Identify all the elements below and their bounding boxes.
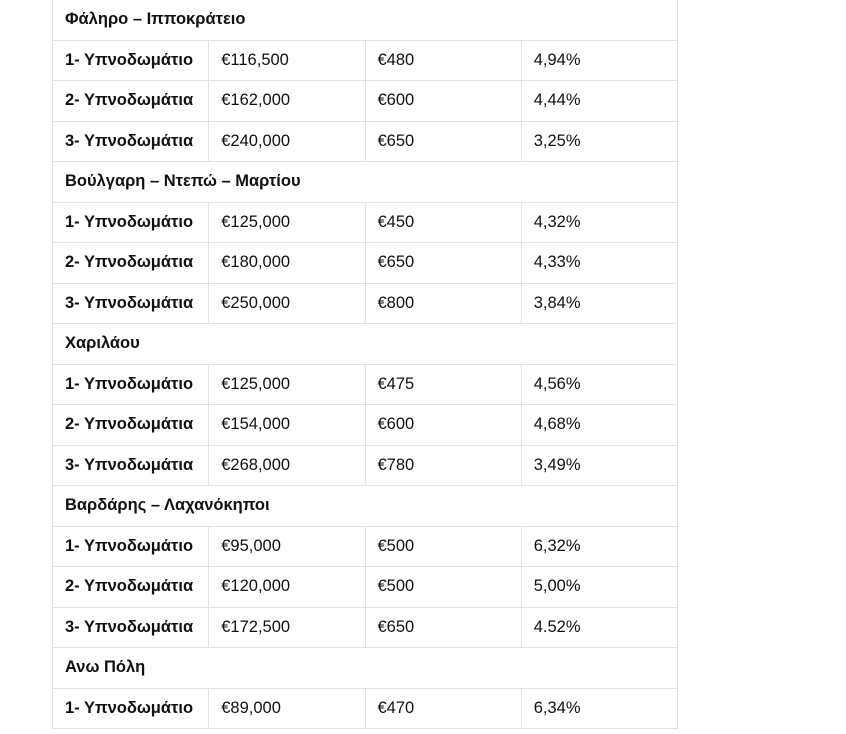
rent-cell: €600 xyxy=(365,405,521,446)
table-row xyxy=(53,445,678,486)
table-row xyxy=(53,40,678,81)
rent-cell: €500 xyxy=(365,526,521,567)
yield-cell: 4,56% xyxy=(521,364,677,405)
yield-cell: 4.52% xyxy=(521,607,677,648)
price-cell: €268,000 xyxy=(209,445,365,486)
price-cell: €116,500 xyxy=(209,40,365,81)
price-cell: €125,000 xyxy=(209,364,365,405)
price-rent-table xyxy=(52,0,678,729)
apartment-type-cell: 2- Υπνοδωμάτια xyxy=(53,243,209,284)
apartment-type-cell: 3- Υπνοδωμάτια xyxy=(53,445,209,486)
yield-cell: 4,94% xyxy=(521,40,677,81)
table-row xyxy=(53,243,678,284)
table-row xyxy=(53,121,678,162)
yield-cell: 3,84% xyxy=(521,283,677,324)
apartment-type-cell: 2- Υπνοδωμάτια xyxy=(53,405,209,446)
area-name: Βαρδάρης – Λαχανόκηποι xyxy=(53,486,678,527)
apartment-type-cell: 1- Υπνοδωμάτιο xyxy=(53,526,209,567)
apartment-type-cell: 3- Υπνοδωμάτια xyxy=(53,121,209,162)
area-header-row xyxy=(53,648,678,689)
table-row xyxy=(53,283,678,324)
price-cell: €125,000 xyxy=(209,202,365,243)
area-header-row xyxy=(53,324,678,365)
apartment-type-cell: 3- Υπνοδωμάτια xyxy=(53,283,209,324)
apartment-type-cell: 3- Υπνοδωμάτια xyxy=(53,607,209,648)
rent-cell: €650 xyxy=(365,121,521,162)
price-cell: €95,000 xyxy=(209,526,365,567)
apartment-type-cell: 1- Υπνοδωμάτιο xyxy=(53,364,209,405)
area-name: Ανω Πόλη xyxy=(53,648,678,689)
price-cell: €162,000 xyxy=(209,81,365,122)
area-header-row xyxy=(53,162,678,203)
area-header-row xyxy=(53,486,678,527)
rent-cell: €800 xyxy=(365,283,521,324)
rent-cell: €475 xyxy=(365,364,521,405)
rent-cell: €480 xyxy=(365,40,521,81)
table-row xyxy=(53,364,678,405)
rent-cell: €650 xyxy=(365,243,521,284)
area-name: Χαριλάου xyxy=(53,324,678,365)
price-rent-table-container xyxy=(52,0,678,729)
price-cell: €180,000 xyxy=(209,243,365,284)
yield-cell: 4,32% xyxy=(521,202,677,243)
price-cell: €250,000 xyxy=(209,283,365,324)
area-name: Φάληρο – Ιπποκράτειο xyxy=(53,0,678,40)
table-row xyxy=(53,202,678,243)
yield-cell: 6,34% xyxy=(521,688,677,729)
apartment-type-cell: 1- Υπνοδωμάτιο xyxy=(53,688,209,729)
table-body xyxy=(53,0,678,729)
price-cell: €89,000 xyxy=(209,688,365,729)
area-header-row xyxy=(53,0,678,40)
apartment-type-cell: 2- Υπνοδωμάτια xyxy=(53,81,209,122)
table-row xyxy=(53,607,678,648)
table-row xyxy=(53,567,678,608)
yield-cell: 5,00% xyxy=(521,567,677,608)
rent-cell: €780 xyxy=(365,445,521,486)
price-cell: €120,000 xyxy=(209,567,365,608)
rent-cell: €470 xyxy=(365,688,521,729)
rent-cell: €600 xyxy=(365,81,521,122)
table-row xyxy=(53,688,678,729)
price-cell: €172,500 xyxy=(209,607,365,648)
apartment-type-cell: 2- Υπνοδωμάτια xyxy=(53,567,209,608)
yield-cell: 4,33% xyxy=(521,243,677,284)
yield-cell: 6,32% xyxy=(521,526,677,567)
area-name: Βούλγαρη – Ντεπώ – Μαρτίου xyxy=(53,162,678,203)
price-cell: €240,000 xyxy=(209,121,365,162)
table-row xyxy=(53,405,678,446)
rent-cell: €450 xyxy=(365,202,521,243)
yield-cell: 3,49% xyxy=(521,445,677,486)
apartment-type-cell: 1- Υπνοδωμάτιο xyxy=(53,40,209,81)
yield-cell: 4,44% xyxy=(521,81,677,122)
price-cell: €154,000 xyxy=(209,405,365,446)
apartment-type-cell: 1- Υπνοδωμάτιο xyxy=(53,202,209,243)
rent-cell: €500 xyxy=(365,567,521,608)
rent-cell: €650 xyxy=(365,607,521,648)
table-row xyxy=(53,526,678,567)
yield-cell: 4,68% xyxy=(521,405,677,446)
yield-cell: 3,25% xyxy=(521,121,677,162)
table-row xyxy=(53,81,678,122)
